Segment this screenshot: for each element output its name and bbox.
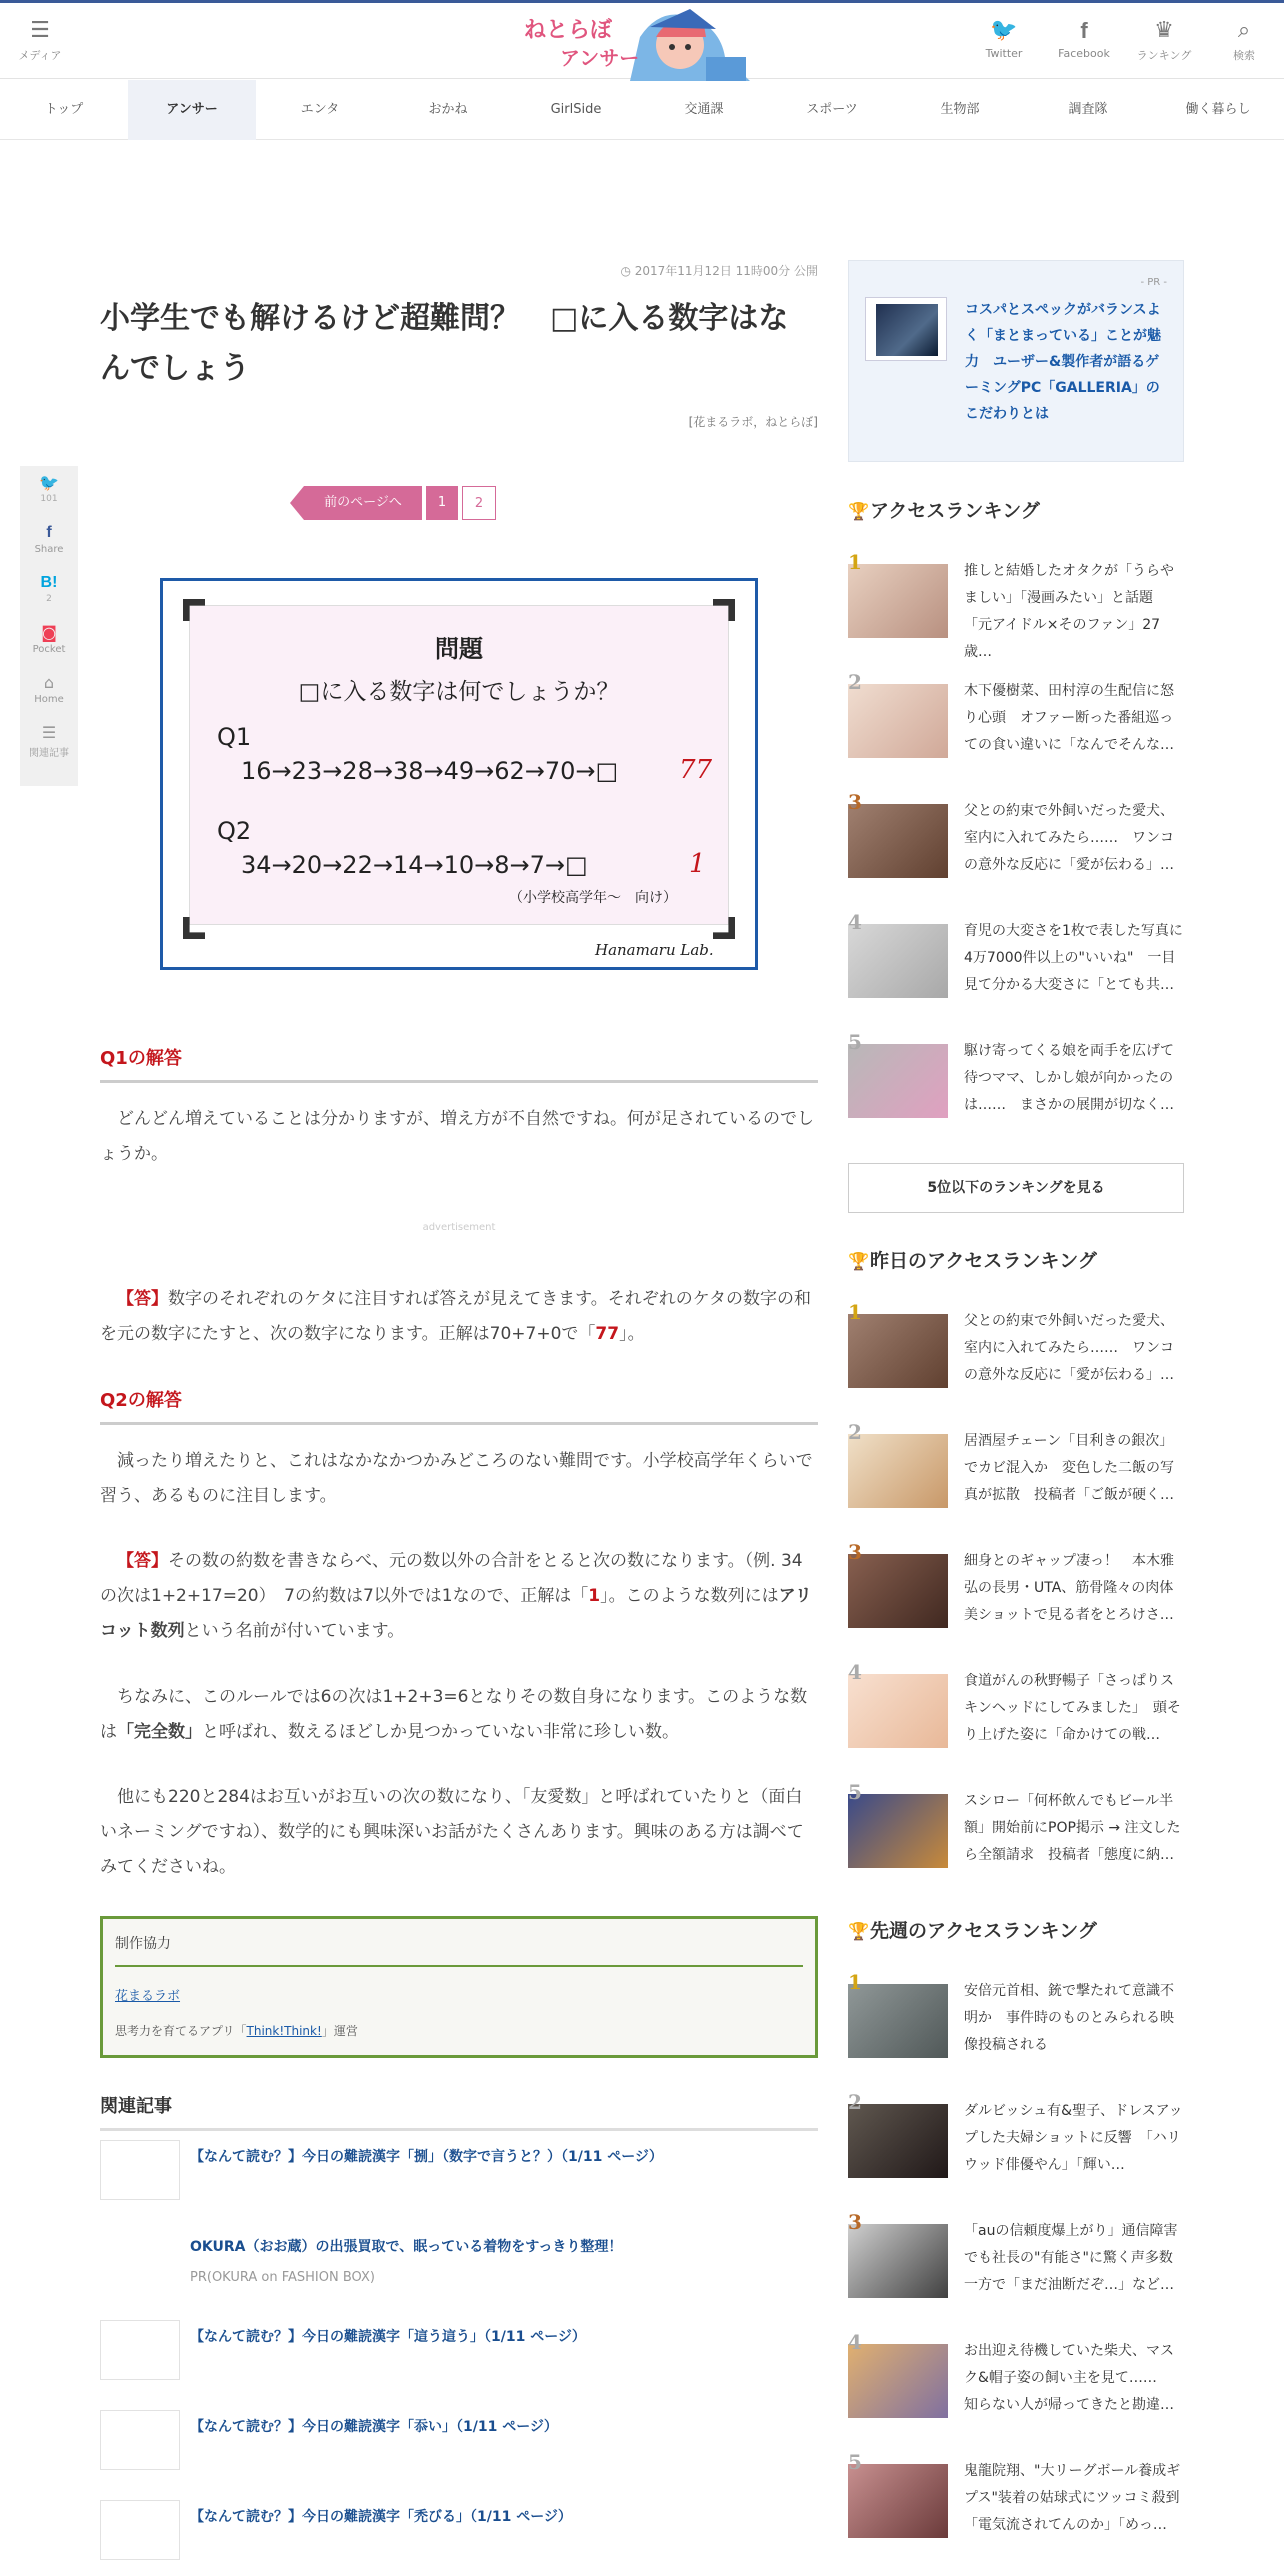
ranking-thumbnail [848,1674,948,1748]
trophy-icon: 🏆 [848,1252,870,1272]
ranking-title[interactable]: お出迎え待機していた柴犬、マスク&帽子姿の飼い主を見て…… 知らない人が帰ってきたと勘違… [964,2343,1174,2413]
q1-sequence: 16→23→28→38→49→62→70→□ [241,757,619,785]
q2-answer-paragraph [100,1544,818,1649]
q1-answer-heading: Q1の解答 [100,1044,818,1083]
nav-item-koutsuka[interactable]: 交通課 [684,102,724,117]
pr-box[interactable] [848,260,1184,462]
rank-number: 2 [848,2090,862,2114]
ranking-title[interactable]: ダルビッシュ有&聖子、ドレスアップした夫婦ショットに反響 「ハリウッド俳優やん」「輝い… [964,2103,1183,2173]
related-item-title[interactable]: 【なんて読む？】今日の難読漢字「這う這う」（1/11 ページ） [190,2329,586,2345]
ranking-title[interactable]: 「auの信頼度爆上がり」通信障害でも社長の"有能さ"に驚く声多数 一方で「まだ油断だぞ…」など… [964,2223,1187,2293]
search-label: 検索 [1233,49,1255,62]
related-articles-button[interactable] [20,716,78,766]
quiz-target: （小学校高学年～ 向け） [509,890,677,906]
ranking-item[interactable] [848,1420,1184,1528]
answer-tag: 【答】 [117,1289,168,1309]
ranking-title[interactable]: 安倍元首相、銃で撃たれて意識不明か 事件時のものとみられる映像投稿される [964,1983,1174,2053]
publish-date [600,262,818,279]
quiz-heading: 問題 [435,635,483,663]
article-title: 小学生でも解けるけど超難問？ □に入る数字はなんでしょう [100,301,789,386]
more-ranking-button[interactable]: 5位以下のランキングを見る [848,1163,1184,1213]
q2-paragraph: 減ったり増えたりと、これはなかなかつかみどころのない難問です。小学校高学年くらいで習う、あるものに注目します。 [100,1451,813,1506]
logo-text-bottom: アンサー [560,46,640,70]
think-think-link[interactable]: Think!Think! [246,2024,322,2038]
ranking-thumbnail [848,2104,948,2178]
q1-answer-paragraph [100,1282,818,1352]
publish-date-text: 2017年11月12日 11時00分 公開 [634,264,818,278]
pocket-icon: ◙ [41,623,57,642]
site-logo[interactable] [520,7,770,81]
related-item[interactable] [100,2410,818,2480]
advertisement-label: advertisement [422,1222,496,1233]
ranking-item[interactable] [848,2450,1194,2558]
pr-link-text[interactable]: コスパとスペックがバランスよく「まとまっている」ことが魅力 ユーザー&製作者が語るゲーミングPC「GALLERIA」のこだわりとは [965,302,1161,422]
related-heading: 関連記事 [100,2092,818,2131]
nav-item-girlside[interactable]: GirlSide [550,102,602,117]
related-item-title[interactable]: 【なんて読む？】今日の難読漢字「忝い」（1/11 ページ） [190,2419,558,2435]
share-sidebar [20,466,78,786]
perfect-number-text-c: と呼ばれ、数えるほどしか見つかっていない非常に珍しい数。 [202,1722,680,1742]
ranking-thumbnail [848,684,948,758]
q1-answer-end: 」。 [619,1324,645,1344]
ranking-title[interactable]: 木下優樹菜、田村淳の生配信に怒り心頭 オファー断った番組巡っての食い違いに「なんでそんな… [964,683,1174,753]
ranking-item[interactable] [848,1780,1184,1888]
category-nav [0,80,1284,140]
ranking-thumbnail [848,1434,948,1508]
ranking-thumbnail [848,1984,948,2058]
q2-label: Q2 [217,817,252,845]
access-ranking-title: アクセスランキング [870,500,1040,522]
nav-item-sports[interactable]: スポーツ [806,102,858,117]
ranking-thumbnail [848,1554,948,1628]
rank-number: 1 [848,550,862,574]
pocket-label: Pocket [32,644,66,655]
site-header [0,3,1284,79]
rank-number: 4 [848,910,862,934]
ranking-thumbnail [848,2344,948,2418]
ranking-thumbnail [848,1044,948,1118]
ranking-title[interactable]: 推しと結婚したオタクが「うらやましい」「漫画みたい」と話題 「元アイドル×そのファン」27歳… [964,563,1174,660]
facebook-icon: f [1080,18,1088,43]
ranking-label: ランキング [1136,49,1192,62]
quiz-image [160,578,758,970]
ranking-item[interactable] [848,1970,1184,2078]
related-item-pr[interactable] [100,2230,818,2300]
facebook-label: Facebook [1058,47,1110,60]
search-button[interactable] [1214,19,1274,63]
q1-paragraph: どんどん増えていることは分かりますが、増え方が不自然ですね。何が足されているのでしょうか。 [100,1109,814,1164]
quiz-question: □に入る数字は何でしょうか？ [298,679,620,705]
facebook-link[interactable] [1054,19,1114,60]
q1-label: Q1 [217,723,252,751]
ranking-title[interactable]: 細身とのギャップ凄っ！ 本木雅弘の長男・UTA、筋骨隆々の肉体美ショットで見る者をとろけさ… [964,1553,1174,1623]
facebook-icon: f [46,524,52,541]
access-ranking-heading [848,496,1040,523]
trophy-icon: 🏆 [848,502,870,522]
menu-label: メディア [18,49,62,62]
q1-answer: 77 [679,755,713,785]
q2-answer-end: という名前が付いています。 [184,1621,405,1641]
rank-number: 3 [848,1540,862,1564]
nav-item-seibutsubu[interactable]: 生物部 [940,102,980,117]
app-text-post: 」運営 [321,2024,358,2038]
perfect-number-term: 「完全数」 [117,1722,202,1742]
rank-number: 1 [848,1970,862,1994]
ranking-link[interactable] [1134,19,1194,63]
rank-number: 5 [848,2450,862,2474]
rank-number: 2 [848,1420,862,1444]
twitter-link[interactable] [974,19,1034,60]
twitter-label: Twitter [985,47,1023,60]
share-facebook-button[interactable] [20,516,78,566]
ranking-title[interactable]: 食道がんの秋野暢子「さっぱりスキンヘッドにしてみました」 頭そり上げた姿に「命かけての戦… [964,1673,1181,1743]
ranking-thumbnail [848,1314,948,1388]
q2-answer-text: その数の約数を書きならべ、元の数以外の合計をとると次の数になります。（例. 34の次は1+2+17=20） 7の約数は7以外では1なので、正解は「 [100,1551,803,1606]
ranking-thumbnail [848,2224,948,2298]
lastweek-ranking-title: 先週のアクセスランキング [870,1920,1097,1942]
rank-number: 3 [848,790,862,814]
related-thumbnail [100,2410,180,2470]
related-item[interactable] [100,2500,818,2568]
cooperation-app-text [115,2022,803,2039]
hatena-share-count: 2 [46,594,52,604]
menu-button[interactable] [10,19,70,63]
nav-item-okane[interactable]: おかね [428,102,468,117]
ranking-thumbnail [848,924,948,998]
lastweek-ranking-heading [848,1916,1097,1943]
yesterday-ranking-title: 昨日のアクセスランキング [870,1250,1097,1272]
nav-item-top[interactable]: トップ [44,102,84,117]
q2-sequence: 34→20→22→14→10→8→7→□ [241,851,588,879]
q2-answer-heading: Q2の解答 [100,1386,818,1425]
ranking-item[interactable] [848,1030,1184,1138]
ranking-thumbnail [848,804,948,878]
logo-text-top: ねとらぼ [524,18,613,43]
q1-answer-value: 77 [595,1324,620,1344]
ranking-title[interactable]: 父との約束で外飼いだった愛犬、室内に入れてみたら…… ワンコの意外な反応に「愛が伝わる」… [964,1313,1174,1383]
facebook-share-label: Share [34,544,64,555]
nav-item-hataraku[interactable]: 働く暮らし [1185,102,1251,117]
ranking-item[interactable] [848,1540,1184,1648]
ranking-thumbnail [848,2464,948,2538]
ranking-item[interactable] [848,2090,1184,2198]
ranking-item[interactable] [848,910,1184,1018]
ranking-title[interactable]: 育児の大変さを1枚で表した写真に4万7000件以上の"いいね" 一目見て分かる大変さに「とても共… [964,923,1183,993]
prev-page-button[interactable]: 前のページへ [304,486,422,520]
share-hatena-button[interactable] [20,566,78,616]
rank-number: 4 [848,2330,862,2354]
twitter-icon: 🐦 [990,18,1018,43]
logo-mascot-icon [520,7,770,81]
share-pocket-button[interactable] [20,616,78,666]
ranking-item[interactable] [848,2210,1187,2318]
ranking-title[interactable]: 駆け寄ってくる娘を両手を広げて待つママ、しかし娘が向かったのは…… まさかの展開が切なく… [964,1043,1174,1113]
related-item[interactable] [100,2140,818,2210]
ranking-item[interactable] [848,550,1184,660]
list-icon: ☰ [41,723,57,742]
ranking-item[interactable] [848,2330,1184,2438]
q2-answer-value: 1 [588,1586,601,1606]
share-twitter-button[interactable] [20,466,78,516]
ranking-title[interactable]: 父との約束で外飼いだった愛犬、室内に入れてみたら…… ワンコの意外な反応に「愛が伝わる」… [964,803,1174,873]
q1-answer-text: 数字のそれぞれのケタに注目すれば答えが見えてきます。それぞれのケタの数字の和を元の数字にたすと、次の数字になります。正解は70+7+0で「 [100,1289,811,1344]
ranking-item[interactable] [848,790,1184,898]
aliquot-sequence-term: アリコット数列 [100,1586,812,1641]
nav-item-answer[interactable]: アンサー [128,80,256,140]
rank-number: 1 [848,1300,862,1324]
rank-number: 5 [848,1030,862,1054]
hamburger-icon: ☰ [30,18,50,43]
amicable-number-paragraph: 他にも220と284はお互いがお互いの次の数になり、「友愛数」と呼ばれていたりと（面白いネーミングですね）、数学的にも興味深いお話がたくさんあります。興味のある方は調べてみてくださいね。 [100,1787,804,1877]
related-item-title[interactable]: 【なんて読む？】今日の難読漢字「禿びる」（1/11 ページ） [190,2509,572,2525]
cooperation-heading: 制作協力 [115,1933,803,1967]
clock-icon: ◷ [620,264,635,278]
ranking-item[interactable] [848,670,1184,778]
page-2-button[interactable]: 2 [462,486,496,520]
rank-number: 5 [848,1780,862,1804]
hanamaru-lab-link[interactable]: 花まるラボ [115,1989,181,2004]
ranking-item[interactable] [848,1660,1184,1768]
twitter-share-count: 101 [40,494,58,504]
related-thumbnail [100,2320,180,2380]
twitter-icon: 🐦 [39,473,59,492]
yesterday-ranking-heading [848,1246,1097,1273]
home-icon: ⌂ [43,673,55,692]
perfect-number-paragraph [100,1680,818,1750]
gaming-pc-image [865,297,947,361]
ranking-title[interactable]: スシロー「何杯飲んでもビール半額」開始前にPOP掲示 → 注文したら全額請求 投稿者「態度に納… [964,1793,1181,1863]
nav-item-enta[interactable]: エンタ [300,102,340,117]
related-label: 関連記事 [29,748,69,759]
related-item-title[interactable]: 【なんて読む？】今日の難読漢字「捌」（数字で言うと？）（1/11 ページ） [190,2149,663,2165]
crown-icon: ♛ [1154,18,1174,43]
ranking-item[interactable] [848,1300,1184,1408]
answer-tag: 【答】 [117,1551,168,1571]
quiz-brand: Hanamaru Lab. [595,941,714,959]
rank-number: 2 [848,670,862,694]
ranking-thumbnail [848,564,948,638]
ranking-title[interactable]: 鬼龍院翔、"大リーグボール養成ギプス"装着の姑球式にツッコミ殺到 「電気流されてんのか」「めっ… [964,2463,1194,2533]
page-1-button[interactable]: 1 [426,486,458,520]
rank-number: 4 [848,1660,862,1684]
related-thumbnail [100,2500,180,2560]
rank-number: 3 [848,2210,862,2234]
perfect-number-text-a: ちなみに、このルールでは6の次は1+2+3=6となりその数自身になります。このような数は [100,1687,808,1742]
q2-answer-mid: 」。このような数列には [600,1586,779,1606]
nav-item-chousatai[interactable]: 調査隊 [1068,102,1108,117]
app-text-pre: 思考力を育てるアプリ「 [115,2024,247,2038]
cooperation-box [100,1916,818,2058]
related-thumbnail [100,2140,180,2200]
ranking-thumbnail [848,1794,948,1868]
home-label: Home [34,694,64,705]
pc-screen [876,304,938,356]
home-button[interactable] [20,666,78,716]
related-item-pr-source: PR(OKURA on FASHION BOX) [190,2270,375,2285]
q2-answer: 1 [689,849,706,879]
related-item[interactable] [100,2320,818,2390]
related-item-title[interactable]: OKURA（おお蔵）の出張買取で、眠っている着物をすっきり整理！ [190,2239,623,2255]
pr-label: - PR - [1140,277,1167,288]
hatena-bookmark-icon: B! [40,574,58,591]
trophy-icon: 🏆 [848,1922,870,1942]
article-credit: [花まるラボ，ねとらぼ] [688,415,818,429]
ranking-title[interactable]: 居酒屋チェーン「目利きの銀次」でカビ混入か 変色した二飯の写真が拡散 投稿者「ご飯が硬く… [964,1433,1174,1503]
search-icon: ⌕ [1237,18,1251,43]
